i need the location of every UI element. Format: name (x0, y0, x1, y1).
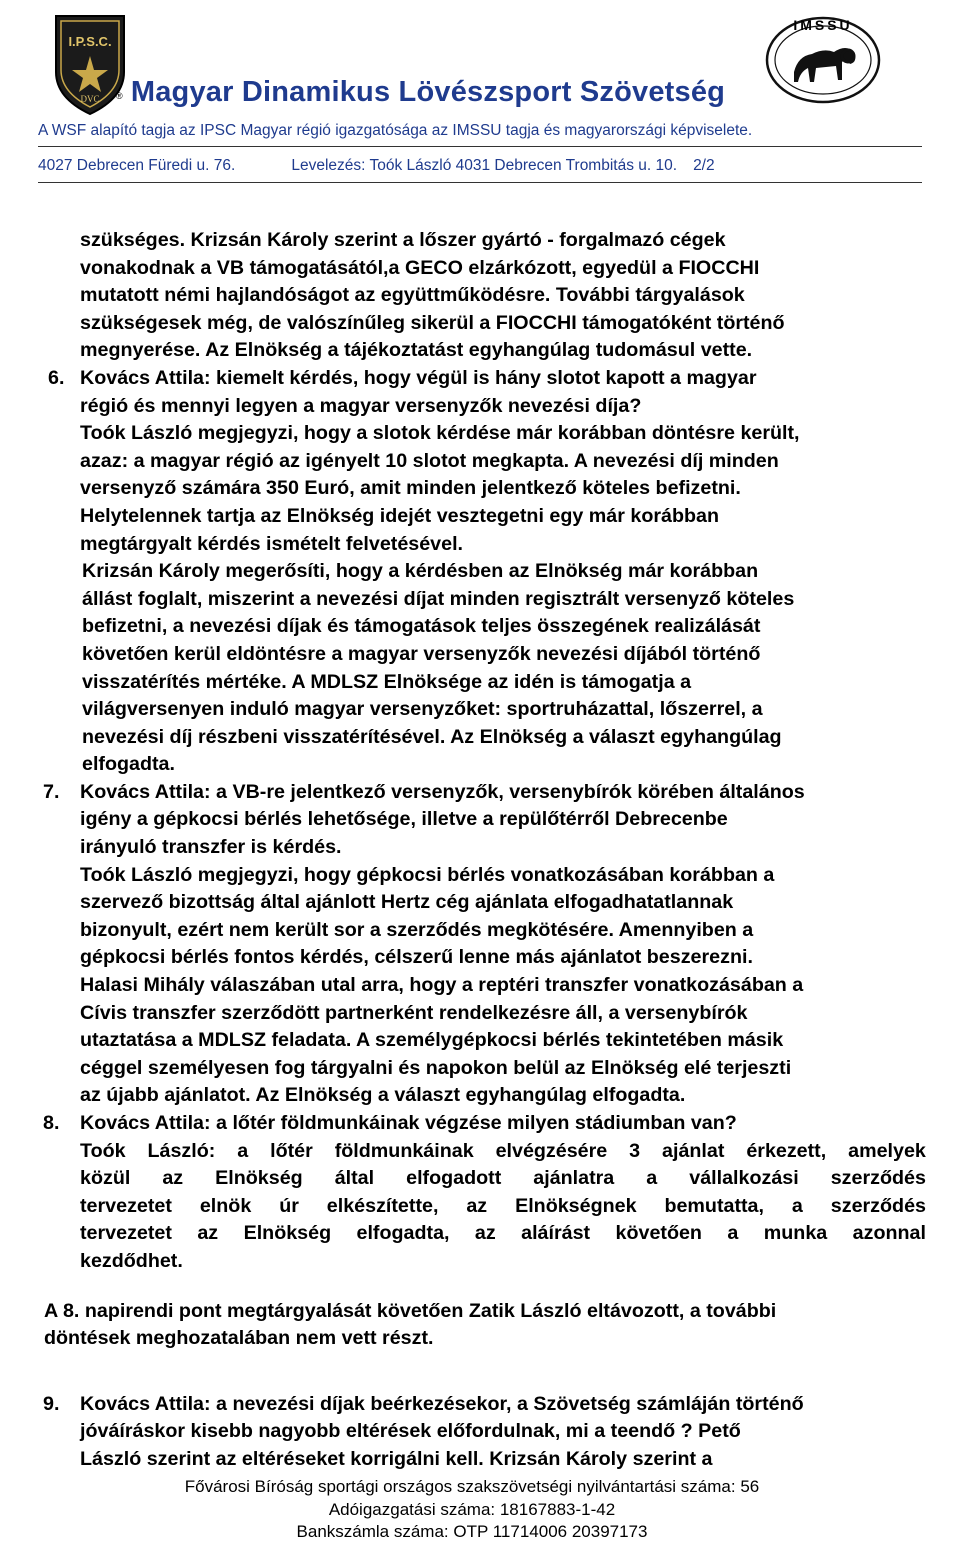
item-number: 6. (48, 366, 65, 389)
word: követően (615, 1222, 702, 1245)
text-line: igény a gépkocsi bérlés lehetősége, illetve a repülőtérről Debrecenbe (80, 808, 728, 831)
text-line: Kovács Attila: a lőtér földmunkáinak végzése milyen stádiumban van? (80, 1112, 737, 1134)
word: elfogadta, (356, 1222, 450, 1245)
text-line: Kovács Attila: a nevezési díjak beérkezésekor, a Szövetség számláján történő (80, 1392, 804, 1415)
word: amelyek (848, 1139, 926, 1162)
word: ajánlat (662, 1139, 725, 1162)
text-line: Cívis transzfer szerződött partnerként rendelkezésre áll, a versenybírók (80, 1001, 748, 1024)
text-line: bizonyult, ezért nem került sor a szerződés megkötésére. Amennyiben a (80, 918, 754, 941)
word: az (162, 1167, 184, 1190)
text-line: Krizsán Károly megerősíti, hogy a kérdésben az Elnökség már korábban (82, 560, 759, 583)
text-line: Kovács Attila: a VB-re jelentkező versenyzők, versenybírók körében általános (80, 780, 805, 803)
text-line: döntések meghozatalában nem vett részt. (44, 1327, 434, 1350)
word: bemutatta, (664, 1194, 764, 1217)
agenda-item-9 (0, 1391, 960, 1474)
header-divider-bottom (38, 182, 922, 183)
word: a (646, 1167, 658, 1190)
word: a (727, 1222, 739, 1245)
word: tervezetet (80, 1194, 172, 1217)
text-line: László szerint az eltéréseket korrigálni kell. Krizsán Károly szerint a (80, 1447, 713, 1470)
word: az (466, 1194, 488, 1217)
street-address: 4027 Debrecen Füredi u. 76. (38, 157, 236, 174)
text-line (80, 1138, 926, 1166)
word: az (197, 1222, 219, 1245)
word: szerződés (830, 1167, 926, 1190)
agenda-item-6-response (0, 558, 960, 779)
org-name (116, 76, 725, 109)
text-line: világversenyen induló magyar versenyzőket: sportruházattal, lőszerrel, a (82, 698, 763, 721)
word: földmunkáinak (334, 1139, 474, 1162)
word: 3 (629, 1139, 641, 1162)
registry-number: Fővárosi Bíróság sportági országos szakszövetségi nyilvántartási száma: 56 (184, 1477, 760, 1496)
text-line: megnyerése. Az Elnökség a tájékoztatást egyhangúlag tudomásul vette. (80, 339, 753, 362)
word: aláírást (521, 1222, 591, 1245)
svg-text:DVC: DVC (80, 94, 100, 104)
text-line (80, 1220, 926, 1248)
item-number: 9. (43, 1392, 60, 1415)
org-name-text: Magyar Dinamikus Lövészsport Szövetség (130, 76, 726, 108)
text-line: visszatérítés mértéke. A MDLSZ Elnöksége az idén is támogatja a (82, 670, 692, 693)
word: Elnökség (215, 1167, 303, 1190)
text-line: elfogadta. (82, 753, 175, 776)
text-line: kezdődhet. (80, 1249, 183, 1272)
word: elnök (199, 1194, 252, 1217)
word: elfogadott (406, 1167, 502, 1190)
item-number: 8. (43, 1112, 60, 1134)
text-line: jóváíráskor kisebb nagyobb eltérések előfordulnak, mi a teendő ? Pető (80, 1420, 741, 1443)
agenda-item-7 (0, 779, 960, 1110)
text-line: az újabb ajánlatot. Az Elnökség a választ egyhangúlag elfogadta. (80, 1084, 686, 1107)
text-line: Helytelennek tartja az Elnökség idejét vesztegetni egy már korábban (80, 504, 719, 527)
text-line: követően kerül eldöntésre a magyar versenyzők nevezési díjából történő (82, 642, 761, 665)
word: ajánlatra (533, 1167, 615, 1190)
imssu-logo (762, 6, 884, 106)
word: szerződés (830, 1194, 926, 1217)
word: lőtér (270, 1139, 313, 1162)
word: az (474, 1222, 496, 1245)
word: László: (147, 1139, 216, 1162)
text-line: Toók László megjegyzi, hogy gépkocsi bérlés vonatkozásában korábban a (80, 863, 775, 886)
text-line: versenyző számára 350 Euró, amit minden jelentkező köteles befizetni. (80, 477, 741, 500)
text-line: Halasi Mihály válaszában utal arra, hogy a reptéri transzfer vonatkozásában a (80, 974, 804, 997)
item-number: 7. (43, 780, 60, 803)
word: tervezetet (80, 1222, 172, 1245)
text-line: nevezési díj részbeni visszatérítésével. Az Elnökség a választ egyhangúlag (82, 725, 782, 748)
word: azonnal (852, 1222, 926, 1245)
word: vállalkozási (689, 1167, 799, 1190)
text-line: Toók László megjegyzi, hogy a slotok kérdése már korábban döntésre került, (80, 422, 800, 445)
word: által (334, 1167, 375, 1190)
text-line: vonakodnak a VB támogatásától,a GECO elzárkózott, egyedül a FIOCCHI (80, 256, 760, 279)
address-line (38, 157, 715, 175)
word: elkészítette, (326, 1194, 439, 1217)
text-line: szükséges. Krizsán Károly szerint a lőszer gyártó - forgalmazó cégek (80, 229, 726, 251)
header-divider-top (38, 146, 922, 147)
word: Elnökségnek (515, 1194, 637, 1217)
paragraph-continued (0, 227, 960, 365)
text-line: Kovács Attila: kiemelt kérdés, hogy végül is hány slotot kapott a magyar (80, 366, 757, 389)
word: munka (763, 1222, 828, 1245)
postal-address: Levelezés: Toók László 4031 Debrecen Trombitás u. 10. (291, 157, 678, 174)
text-line: befizetni, a nevezési díjak és támogatások teljes összegének realizálását (82, 615, 761, 638)
text-line: céggel személyesen fog tárgyalni és napokon belül az Elnökség elé terjeszti (80, 1056, 792, 1079)
text-line: azaz: a magyar régió az igényelt 10 slotot megkapta. A nevezési díj minden (80, 449, 779, 472)
word: a (791, 1194, 803, 1217)
text-line: régió és mennyi legyen a magyar versenyzők nevezési díja? (80, 394, 642, 417)
text-line: gépkocsi bérlés fontos kérdés, célszerű lenne más ajánlatot beszerezni. (80, 946, 753, 969)
tax-number: Adóigazgatási száma: 18167883-1-42 (328, 1499, 616, 1519)
word: úr (279, 1194, 299, 1217)
word: érkezett, (746, 1139, 827, 1162)
text-line: A 8. napirendi pont megtárgyalását követően Zatik László eltávozott, a további (44, 1299, 777, 1322)
text-line: szükségesek még, de valószínűleg sikerül a FIOCCHI támogatóként történő (80, 311, 785, 334)
text-line: állást foglalt, miszerint a nevezési díjat minden regisztrált versenyző köteles (82, 587, 795, 610)
text-line: mutatott némi hajlandóságot az együttműködésre. További tárgyalások (80, 284, 745, 307)
word: Toók (80, 1139, 126, 1162)
agenda-item-6 (0, 365, 960, 558)
text-line: irányuló transzfer is kérdés. (80, 836, 342, 859)
text-line (80, 1193, 926, 1221)
word: a (237, 1139, 249, 1162)
affiliation-line: A WSF alapító tagja az IPSC Magyar régió igazgatósága az IMSSU tagja és magyarországi képviselete. (38, 122, 753, 139)
page-number: 2/2 (693, 157, 715, 174)
text-line: szervező bizottság által ajánlott Hertz cég ajánlata elfogadhatatlannak (80, 891, 734, 914)
text-line: utaztatása a MDLSZ feladata. A személygépkocsi bérlés tekintetében másik (80, 1029, 784, 1052)
text-line (80, 1165, 926, 1193)
word: elvégzésére (495, 1139, 608, 1162)
ipsc-logo-text: I.P.S.C. (68, 34, 112, 49)
registered-mark: ® (116, 91, 123, 101)
text-line: megtárgyalt kérdés ismételt felvetésével. (80, 532, 464, 555)
bank-account: Bankszámla száma: OTP 11714006 20397173 (296, 1522, 648, 1541)
agenda-item-8 (0, 1110, 960, 1138)
agenda-item-8-response (0, 1138, 960, 1276)
page-footer (0, 1476, 944, 1544)
imssu-logo-text: IMSSU (793, 17, 853, 33)
word: Elnökség (243, 1222, 332, 1245)
document-body (0, 227, 960, 1474)
departure-note (0, 1298, 960, 1353)
word: közül (80, 1167, 131, 1190)
